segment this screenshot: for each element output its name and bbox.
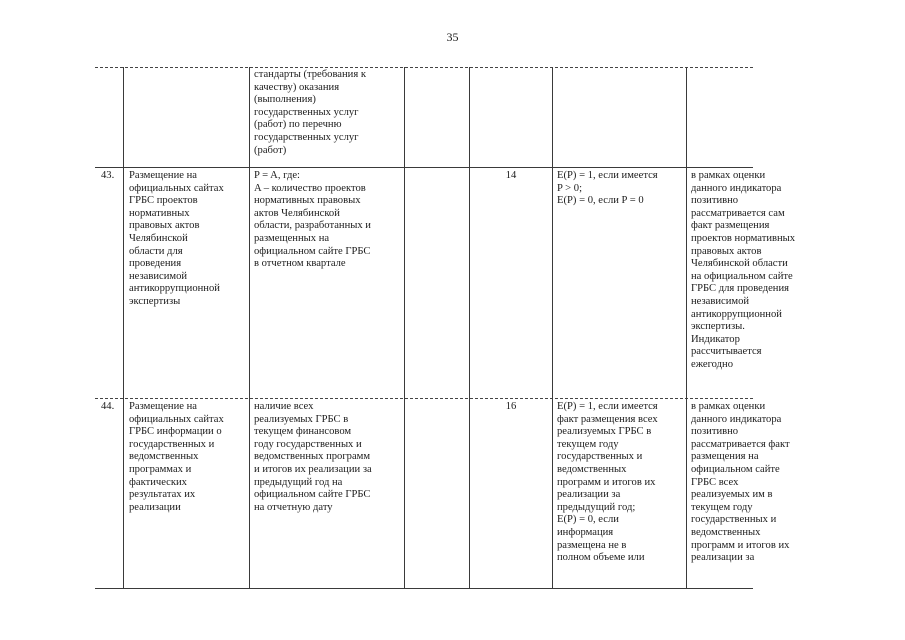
formula-cell: P = A, где: A – количество проектов нормативных правовых актов Челябинской области, разработанных и размещенных на официальном сайте ГРБС в отчетном квартале — [254, 170, 371, 270]
column-divider — [686, 67, 687, 589]
column-divider — [123, 67, 124, 589]
row-number: 44. — [101, 401, 115, 412]
weight-cell: 16 — [505, 401, 517, 412]
weight-cell: 14 — [505, 170, 517, 181]
page-number: 35 — [446, 30, 459, 44]
evaluation-cell: E(P) = 1, если имеется факт размещения всех реализуемых ГРБС в текущем году государственных и ведомственных программ и итогов их реализации за предыдущий год; E(P) = 0, если информация размещена не в полном объеме или — [557, 401, 658, 564]
indicator-name-cell: Размещение на официальных сайтах ГРБС проектов нормативных правовых актов Челябинской области для проведения независимой антикоррупционной экспертизы — [129, 170, 224, 307]
table-bottom-border — [95, 588, 753, 589]
note-cell: в рамках оценки данного индикатора позитивно рассматривается сам факт размещения проектов нормативных правовых актов Челябинской области на официальном сайте ГРБС для проведения независимой антикоррупционной экспертизы. Индикатор рассчитывается ежегодно — [691, 170, 796, 370]
note-cell: в рамках оценки данного индикатора позитивно рассматривается факт размещения на официальном сайте ГРБС всех реализуемых им в текущем году государственных и ведомственных программ и итогов их реализации за — [691, 401, 790, 564]
formula-cell: наличие всех реализуемых ГРБС в текущем финансовом году государственных и ведомственных программ и итогов их реализации за предыдущий год на официальном сайте ГРБС на отчетную дату — [254, 401, 372, 513]
row-number: 43. — [101, 170, 115, 181]
column-divider — [552, 67, 553, 589]
column-divider — [469, 67, 470, 589]
column-divider — [404, 67, 405, 589]
evaluation-cell: E(P) = 1, если имеется P > 0; E(P) = 0, если P = 0 — [557, 170, 658, 207]
column-divider — [249, 67, 250, 589]
row-divider — [95, 167, 753, 168]
formula-cell: стандарты (требования к качеству) оказания (выполнения) государственных услуг (работ) по перечню государственных услуг (работ) — [254, 69, 367, 156]
indicator-name-cell: Размещение на официальных сайтах ГРБС информации о государственных и ведомственных программах и фактических результатах их реализации — [129, 401, 224, 513]
row-divider — [95, 398, 753, 399]
table-top-border — [95, 67, 753, 68]
